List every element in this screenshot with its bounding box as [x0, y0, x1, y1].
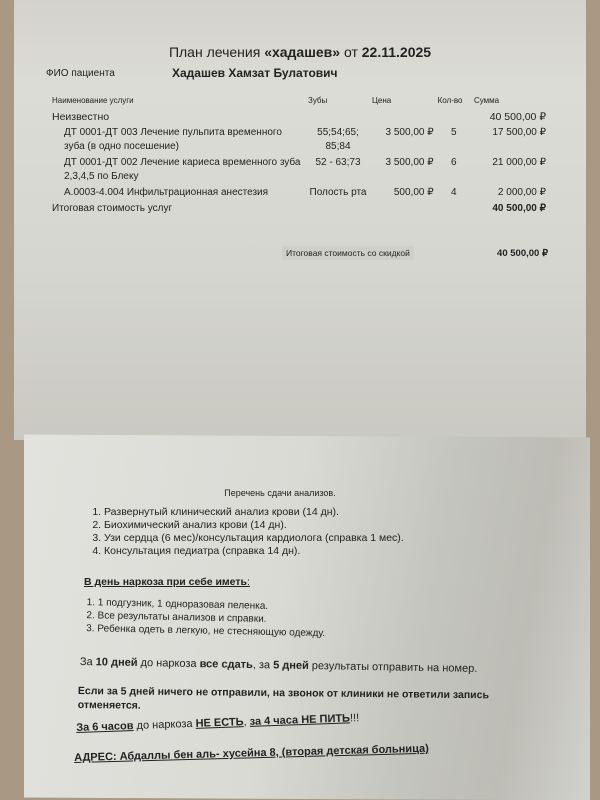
- patient-name: Хадашев Хамзат Булатович: [172, 66, 338, 80]
- list-item: 3. Ребенка одеть в легкую, не стесняющую одежду.: [97, 622, 325, 640]
- narcosis-heading: В день наркоза при себе иметь:: [84, 576, 250, 588]
- discount-label: Итоговая стоимость со скидкой: [282, 246, 414, 260]
- discount-total: [282, 246, 548, 260]
- header-price: Цена: [372, 96, 392, 105]
- cancellation-note: Если за 5 дней ничего не отправили, на звонок от клиники не ответили запись отменяется.: [77, 684, 490, 712]
- list-item: 2. Биохимический анализ крови (14 дн).: [104, 519, 404, 532]
- tests-list: [88, 506, 404, 558]
- patient-label: ФИО пациента: [46, 68, 115, 79]
- header-teeth: Зубы: [308, 96, 328, 105]
- list-item: 4. Консультация педиатра (справка 14 дн).: [104, 545, 404, 558]
- plan-name: «хадашев»: [264, 44, 341, 60]
- table-row: А.0003-4.004 Инфильтрационная анестезия Полость рта 500,00 ₽ 4 2 000,00 ₽: [64, 187, 546, 198]
- list-item: 3. Узи сердца (6 мес)/консультация кардиолога (справка 1 мес).: [104, 532, 404, 545]
- table-row: ДТ 0001-ДТ 003 Лечение пульпита временного зуба (в одно посешение) 55;54;65; 85;84 3 500,00 ₽ 5 17 500,00 ₽: [64, 127, 546, 152]
- deadline-note: За 10 дней до наркоза все сдать, за 5 дней результаты отправить на номер.: [79, 656, 478, 675]
- discount-amount: 40 500,00 ₽: [497, 247, 548, 259]
- header-qty: Кол-во: [437, 96, 463, 105]
- tests-title: Перечень сдачи анализов.: [224, 488, 336, 498]
- list-item: 1. 1 подгузник, 1 одноразовая пеленка.: [98, 596, 326, 614]
- group-row: Неизвестно 40 500,00 ₽: [52, 111, 546, 123]
- list-item: 1. Развернутый клинический анализ крови (14 дн).: [104, 506, 404, 519]
- header-name: Наименование услуги: [52, 96, 134, 105]
- bring-list: [81, 596, 326, 640]
- fasting-note: За 6 часов до наркоза НЕ ЕСТЬ, за 4 часа НЕ ПИТЬ!!!: [76, 712, 360, 734]
- table-header: [50, 94, 548, 109]
- list-item: 2. Все результаты анализов и справки.: [97, 609, 325, 627]
- page-title: План лечения «хадашев» от 22.11.2025: [168, 44, 432, 60]
- services-table: [50, 94, 548, 217]
- plan-date: 22.11.2025: [361, 44, 432, 60]
- table-row: ДТ 0001-ДТ 002 Лечение кариеса временного зуба 2,3,4,5 по Блеку 52 - 63;73 3 500,00 ₽ 6 21 000,00 ₽: [64, 157, 546, 182]
- header-sum: Сумма: [473, 96, 500, 105]
- total-row: Итоговая стоимость услуг 40 500,00 ₽: [52, 203, 546, 214]
- address: АДРЕС: Абдаллы бен аль- хусейна 8, (вторая детская больница): [74, 742, 429, 764]
